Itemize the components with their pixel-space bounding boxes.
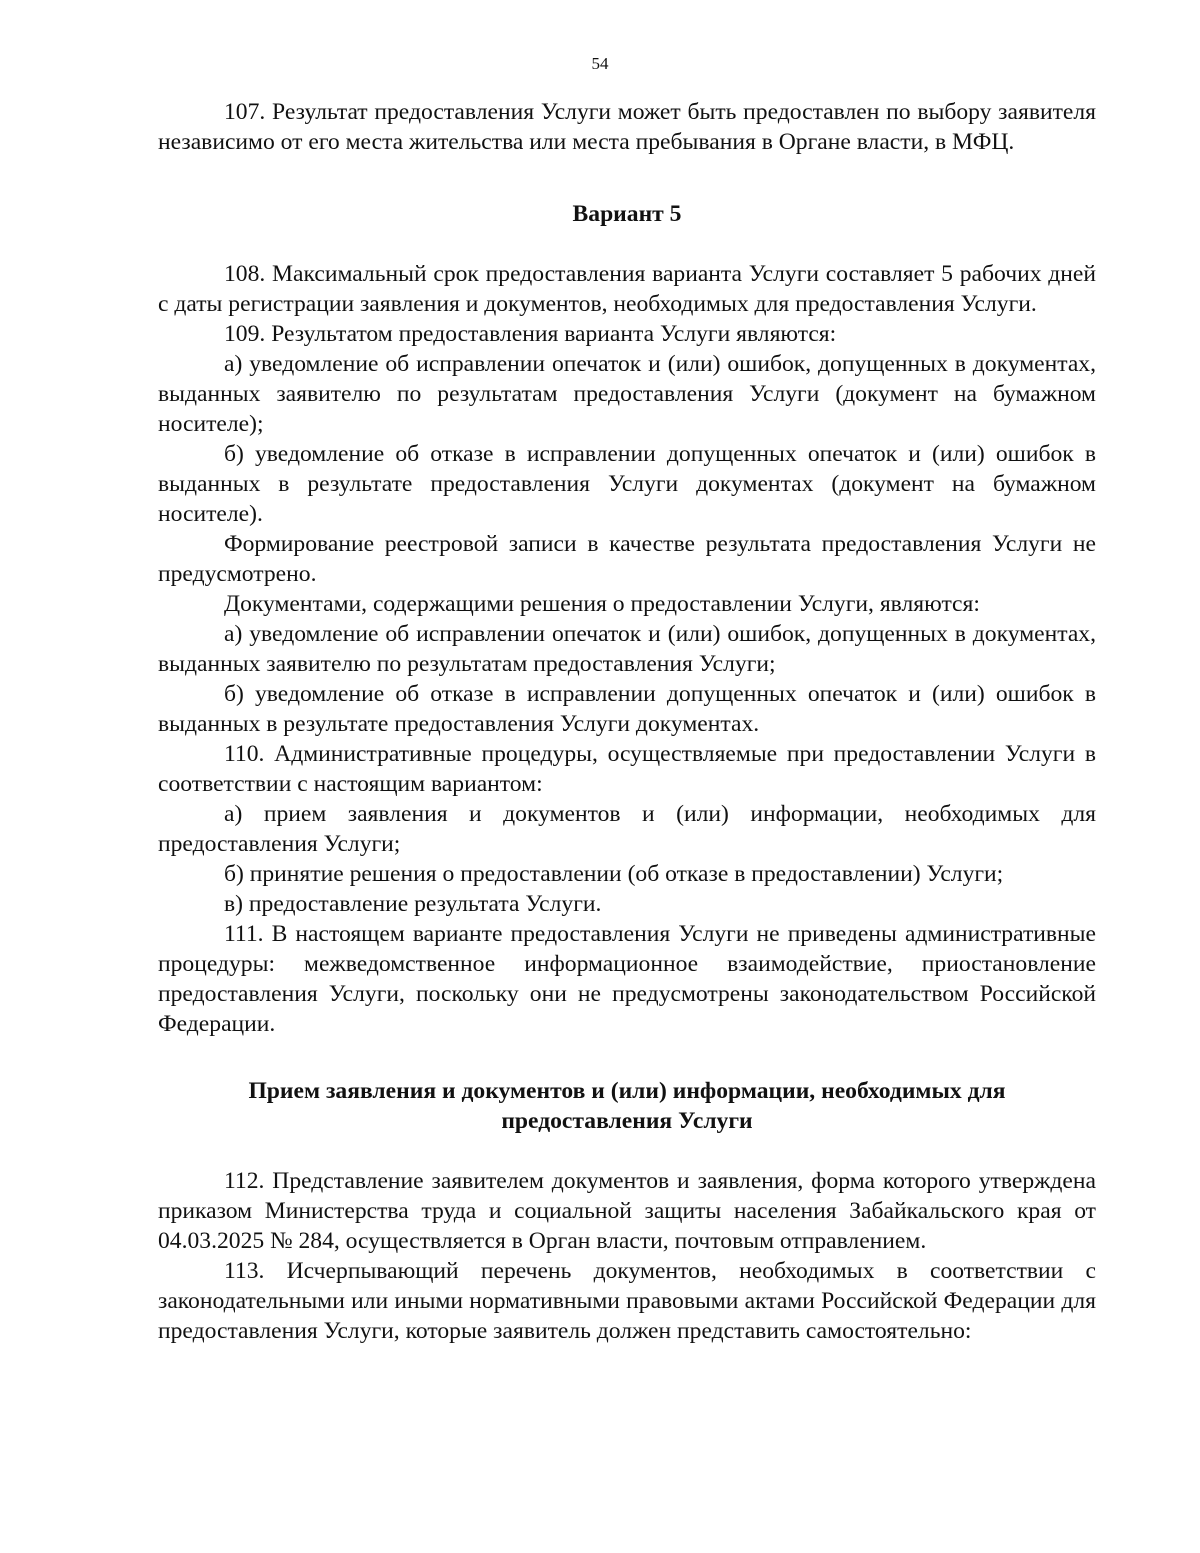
paragraph-107: 107. Результат предоставления Услуги может быть предоставлен по выбору заявителя независимо от его места жительства или места пребывания в Органе власти, в МФЦ.	[158, 99, 1096, 155]
paragraph-registry-record: Формирование реестровой записи в качестве результата предоставления Услуги не предусмотрено.	[158, 531, 1096, 587]
list-item-decision-a: а) уведомление об исправлении опечаток и (или) ошибок, допущенных в документах, выданных заявителю по результатам предоставления Услуги;	[158, 621, 1096, 677]
paragraph-112: 112. Представление заявителем документов и заявления, форма которого утверждена приказом Министерства труда и социальной защиты населения Забайкальского края от 04.03.2025 № 284, осуществляется в Орган власти, почтовым отправлением.	[158, 1168, 1096, 1254]
paragraph-111: 111. В настоящем варианте предоставления Услуги не приведены административные процедуры: межведомственное информационное взаимодействие, приостановление предоставления Услуги, поскольку они не предусмотрены законодательством Российской Федерации.	[158, 921, 1096, 1037]
list-item-110-b: б) принятие решения о предоставлении (об отказе в предоставлении) Услуги;	[224, 861, 1004, 887]
paragraph-decision-documents: Документами, содержащими решения о предоставлении Услуги, являются:	[224, 591, 980, 617]
section-heading-line-1: Прием заявления и документов и (или) информации, необходимых для	[248, 1078, 1006, 1104]
list-item-110-a: а) прием заявления и документов и (или) информации, необходимых для предоставления Услуги;	[158, 801, 1096, 857]
paragraph-110: 110. Административные процедуры, осуществляемые при предоставлении Услуги в соответствии с настоящим вариантом:	[158, 741, 1096, 797]
section-heading-line-2: предоставления Услуги	[501, 1108, 753, 1134]
section-heading-application-intake	[158, 1076, 1096, 1136]
list-item-109-b: б) уведомление об отказе в исправлении допущенных опечаток и (или) ошибок в выданных в результате предоставления Услуги документах (документ на бумажном носителе).	[158, 441, 1096, 527]
section-heading-variant-5: Вариант 5	[572, 201, 682, 227]
paragraph-113: 113. Исчерпывающий перечень документов, необходимых в соответствии с законодательными или иными нормативными правовыми актами Российской Федерации для предоставления Услуги, которые заявитель должен представить самостоятельно:	[158, 1258, 1096, 1344]
paragraph-109: 109. Результатом предоставления варианта Услуги являются:	[224, 321, 837, 347]
list-item-110-c: в) предоставление результата Услуги.	[224, 891, 602, 917]
document-body	[158, 97, 1096, 1346]
list-item-decision-b: б) уведомление об отказе в исправлении допущенных опечаток и (или) ошибок в выданных в результате предоставления Услуги документах.	[158, 681, 1096, 737]
page-number: 54	[591, 54, 609, 73]
list-item-109-a: а) уведомление об исправлении опечаток и (или) ошибок, допущенных в документах, выданных заявителю по результатам предоставления Услуги (документ на бумажном носителе);	[158, 351, 1096, 437]
paragraph-108: 108. Максимальный срок предоставления варианта Услуги составляет 5 рабочих дней с даты регистрации заявления и документов, необходимых для предоставления Услуги.	[158, 261, 1096, 317]
